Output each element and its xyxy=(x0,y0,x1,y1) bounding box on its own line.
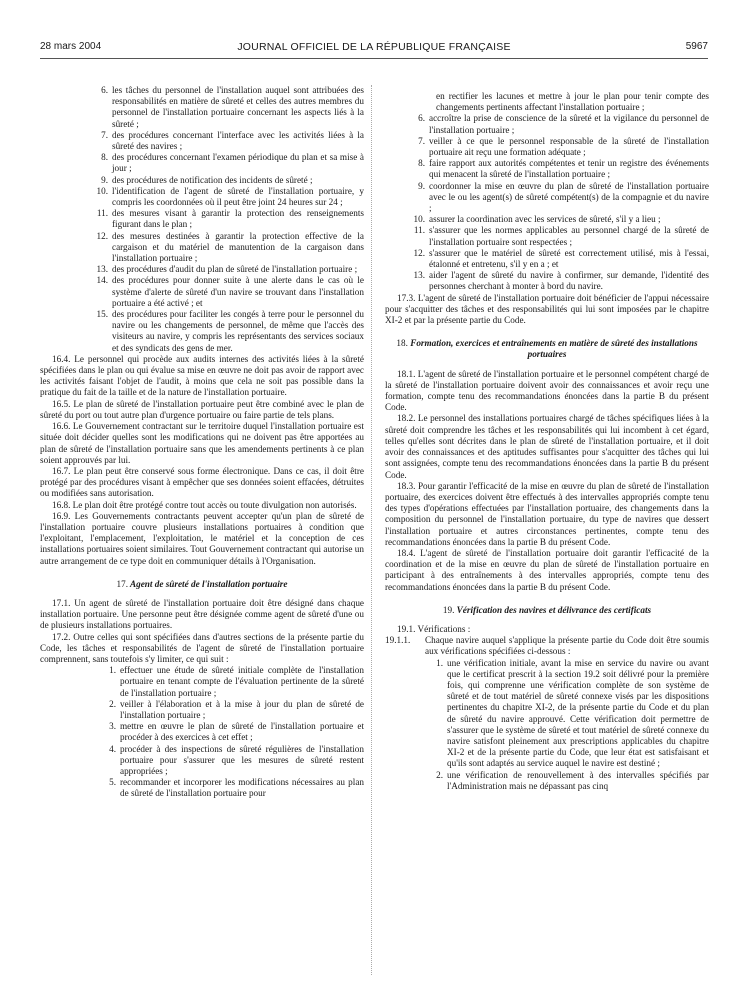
list-item: 12. des mesures destinées à garantir la protection effective de la cargaison et du matériel de manutention de la cargaison dans l'installation portuaire ; xyxy=(96,230,364,264)
list-item: 4. procéder à des inspections de sûreté régulières de l'installation portuaire pour s'assurer que les mesures de sûreté restent appropriées ; xyxy=(109,743,364,776)
list-item: 13. des procédures d'audit du plan de sûreté de l'installation portuaire ; xyxy=(96,264,358,275)
paragraph: 16.5. Le plan de sûreté de l'installation portuaire peut être combiné avec le plan de sûreté du port ou tout autre plan d'urgence portuaire ou faire partie de tels plans. xyxy=(40,398,364,420)
list-item: 12. s'assurer que le matériel de sûreté est correctement utilisé, mis à l'essai, étalonné et entretenu, s'il y en a ; et xyxy=(413,247,709,270)
list-item: 7. des procédures concernant l'interface avec les activités liées à la sûreté des navires ; xyxy=(101,129,364,152)
left-column xyxy=(40,85,364,800)
paragraph: 18.2. Le personnel des installations portuaires chargé de tâches spécifiques liées à la sûreté doit comprendre les tâches et les responsabilités qui lui incombent à cet égard, telles qu'elles sont décrites dans le plan de sûreté de l'installation portuaire, et il doit avoir des connaissances et des aptitudes suffisantes pour s'acquitter des tâches qui lui sont assignées, compte tenu des recommandations énoncées dans la partie B du présent Code. xyxy=(385,413,709,480)
paragraphs-18 xyxy=(385,369,709,593)
list-item: 15. des procédures pour faciliter les congés à terre pour le personnel du navire ou les changements de personnel, de même que l'accès des visiteurs au navire, y compris les représentants des services sociaux et des syndicats des gens de mer. xyxy=(96,309,364,353)
list-item: 10. assurer la coordination avec les services de sûreté, s'il y a lieu ; xyxy=(413,214,661,225)
paragraph-19-1: 19.1. Vérifications : xyxy=(397,623,471,634)
list-continuation: en rectifier les lacunes et mettre à jour le plan pour tenir compte des changements pertinents affectant l'installation portuaire ; xyxy=(436,91,709,113)
list-item: 2. veiller à l'élaboration et à la mise à jour du plan de sûreté de l'installation portuaire ; xyxy=(109,698,364,720)
section-heading-17: 17. Agent de sûreté de l'installation portuaire xyxy=(116,578,288,589)
list-item: 9. des procédures de notification des incidents de sûreté ; xyxy=(101,174,313,185)
list-item: 8. des procédures concernant l'examen périodique du plan et sa mise à jour ; xyxy=(101,152,364,174)
list-item: 9. coordonner la mise en œuvre du plan de sûreté de l'installation portuaire avec le ou les agent(s) de sûreté compétent(s) de la compagnie et du navire ; xyxy=(418,180,709,214)
paragraphs-16 xyxy=(40,354,364,567)
list-item: 6. les tâches du personnel de l'installation auquel sont attribuées des responsabilités en matière de sûreté et celles des autres membres du personnel de l'installation portuaire concernant les aspects liés à la sûreté ; xyxy=(101,85,364,129)
list-item: 7. veiller à ce que le personnel responsable de la sûreté de l'installation portuaire ait reçu une formation adéquate ; xyxy=(418,135,709,158)
paragraph-17-2: 17.2. Outre celles qui sont spécifiées dans d'autres sections de la présente partie du Code, les tâches et responsabilités de l'agent de sûreté de l'installation portuaire comprennent, sans toutefois s'y limiter, ce qui suit : xyxy=(40,631,364,664)
paragraph-19-1-1: 19.1.1. Chaque navire auquel s'applique la présente partie du Code doit être soumis aux vérifications spécifiées ci-dessous : xyxy=(385,635,709,657)
header-rule xyxy=(40,58,708,59)
list-item: 13. aider l'agent de sûreté du navire à confirmer, sur demande, l'identité des personnes cherchant à monter à bord du navire. xyxy=(413,270,709,292)
paragraph: 16.9. Les Gouvernements contractants peuvent accepter qu'un plan de sûreté de l'installation portuaire couvre plusieurs installations portuaires à condition que l'exploitant, l'emplacement, l'exploitation, le matériel et la conception de ces installations portuaires soient similaires. Tout Gouvernement contractant qui autorise un autre arrangement de ce type doit en communiquer détails à l'Organisation. xyxy=(40,510,364,566)
section-heading-19: 19. Vérification des navires et délivrance des certificats xyxy=(442,604,652,615)
page-number: 5967 xyxy=(685,41,708,52)
header-title: JOURNAL OFFICIEL DE LA RÉPUBLIQUE FRANÇAISE xyxy=(237,41,511,53)
paragraph: 18.1. L'agent de sûreté de l'installation portuaire et le personnel compétent chargé de la sûreté de l'installation portuaire doivent avoir des connaissances et avoir reçu une formation, compte tenu des recommandations énoncées dans la partie B du présent Code. xyxy=(385,368,709,413)
list-item: 6. accroître la prise de conscience de la sûreté et la vigilance du personnel de l'installation portuaire ; xyxy=(418,113,709,135)
paragraph-17-1: 17.1. Un agent de sûreté de l'installation portuaire doit être désigné dans chaque installation portuaire. Une personne peut être désignée comme agent de sûreté d'une ou de plusieurs installations portuaires. xyxy=(40,597,364,631)
list-16-3 xyxy=(40,85,364,354)
list-item: 5. recommander et incorporer les modifications nécessaires au plan de sûreté de l'installation portuaire pour xyxy=(109,777,364,799)
list-item: 1. effectuer une étude de sûreté initiale complète de l'installation portuaire en tenant compte de l'évaluation pertinente de la sûreté de l'installation portuaire ; xyxy=(109,665,364,698)
list-item: 14. des procédures pour donner suite à une alerte dans le cas où le système d'alerte de sûreté d'un navire se trouvant dans l'installation portuaire a été activé ; et xyxy=(96,275,364,308)
list-item: 3. mettre en œuvre le plan de sûreté de l'installation portuaire et procéder à des exercices à cet effet ; xyxy=(109,721,364,743)
paragraph: 16.8. Le plan doit être protégé contre tout accès ou toute divulgation non autorisés. xyxy=(52,499,357,510)
list-item: 10. l'identification de l'agent de sûreté de l'installation portuaire, y compris les coordonnées où il peut être joint 24 heures sur 24 ; xyxy=(96,185,364,208)
paragraph-17-3: 17.3. L'agent de sûreté de l'installation portuaire doit bénéficier de l'appui nécessaire pour s'acquitter des tâches et des responsabilités qui lui sont imposées par le chapitre XI-2 et par la présente partie du Code. xyxy=(385,292,709,326)
list-item: 1. une vérification initiale, avant la mise en service du navire ou avant que le certificat prescrit à la section 19.2 soit délivré pour la première fois, qui comprenne une vérification complète de son système de sûreté et de tout matériel de sûreté connexe visés par les dispositions pertinentes du chapitre XI-2, de la présente partie du Code et du plan de sûreté du navire approuvé. Cette vérification doit permettre de s'assurer que le système de sûreté et tout matériel de sûreté connexe du navire satisfont pleinement aux prescriptions applicables du chapitre XI-2 et de la présente partie du Code, que leur état est satisfaisant et qu'ils sont adaptés au service auquel le navire est destiné ; xyxy=(436,657,709,769)
paragraph: 16.7. Le plan peut être conservé sous forme électronique. Dans ce cas, il doit être protégé par des procédures visant à empêcher que ses données soient effacées, détruites ou modifiées sans autorisation. xyxy=(40,465,364,499)
paragraph: 18.3. Pour garantir l'efficacité de la mise en œuvre du plan de sûreté de l'installation portuaire, des exercices doivent être effectués à des intervalles appropriés compte tenu des types d'opérations effectuées par l'installation portuaire, des changements dans la composition du personnel de l'installation portuaire, du type de navires que dessert l'installation portuaire et autres circonstances pertinentes, compte tenu des recommandations énoncées dans la partie B du présent Code. xyxy=(385,480,709,547)
right-column xyxy=(385,91,709,792)
paragraph: 16.4. Le personnel qui procède aux audits internes des activités liées à la sûreté spécifiées dans le plan ou qui évalue sa mise en œuvre ne doit pas avoir de rapport avec les activités faisant l'objet de l'audit, à moins que cela ne soit pas possible dans la pratique du fait de la taille et de la nature de l'installation portuaire. xyxy=(40,353,364,398)
paragraph: 16.6. Le Gouvernement contractant sur le territoire duquel l'installation portuaire est située doit décider quelles sont les modifications qui ne doivent pas être apportées au plan de sûreté de l'installation portuaire sans que les amendements pertinents à ce plan soient approuvés par lui. xyxy=(40,421,364,465)
list-17-2 xyxy=(40,665,364,799)
column-separator xyxy=(371,85,372,975)
list-item: 8. faire rapport aux autorités compétentes et tenir un registre des événements qui menacent la sûreté de l'installation portuaire ; xyxy=(418,158,709,180)
list-17-2-cont xyxy=(385,113,709,292)
list-item: 2. une vérification de renouvellement à des intervalles spécifiés par l'Administration mais ne dépassant pas cinq xyxy=(436,769,709,791)
paragraph: 18.4. L'agent de sûreté de l'installation portuaire doit garantir l'efficacité de la coordination et de la mise en œuvre du plan de sûreté de l'installation portuaire en participant à des entraînements à des intervalles appropriés, compte tenu des recommandations énoncées dans la partie B du présent Code. xyxy=(385,547,709,592)
list-item: 11. s'assurer que les normes applicables au personnel chargé de la sûreté de l'installation portuaire sont respectées ; xyxy=(413,225,709,247)
header-date: 28 mars 2004 xyxy=(40,41,102,52)
section-heading-18: 18. Formation, exercices et entraînements en matière de sûreté des installations portuaires xyxy=(396,338,698,360)
list-item: 11. des mesures visant à garantir la protection des renseignements figurant dans le plan ; xyxy=(96,208,364,230)
list-19-1-1 xyxy=(385,658,709,792)
page-header xyxy=(40,41,708,57)
